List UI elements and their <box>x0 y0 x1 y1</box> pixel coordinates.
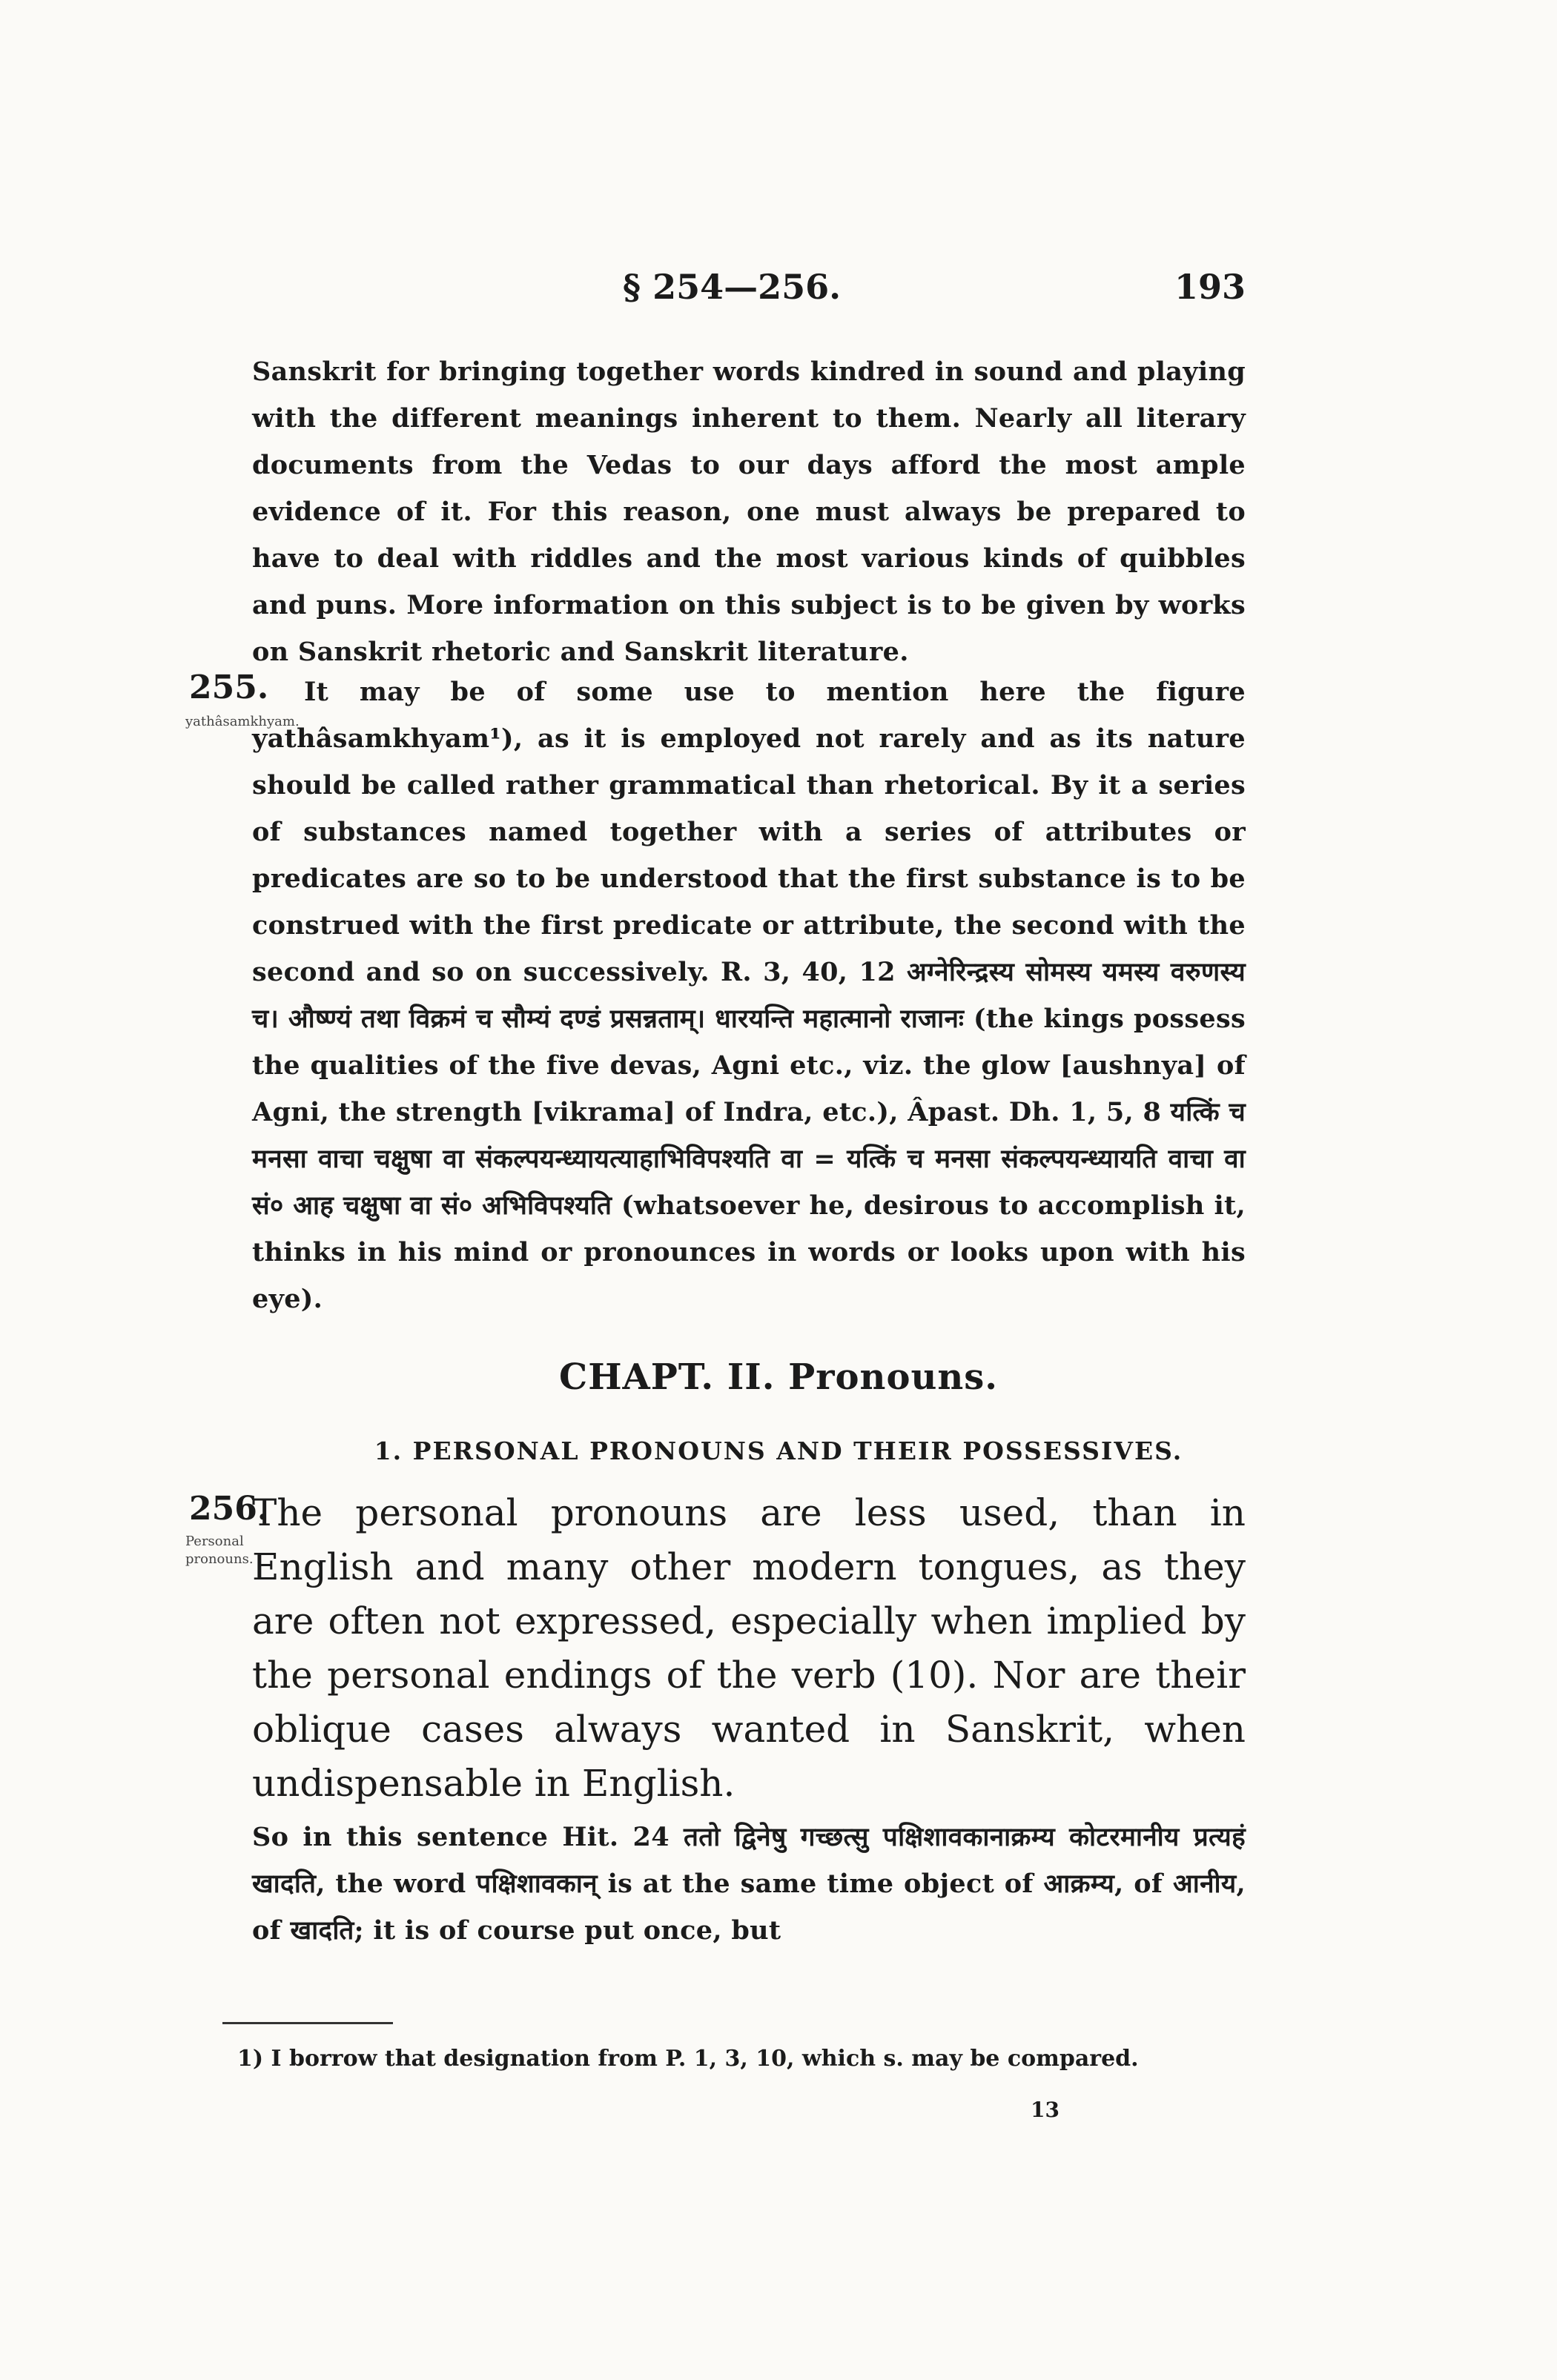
paragraph-254-continuation <box>252 348 1246 675</box>
section-number-255: 255. <box>189 669 269 706</box>
page-number: 193 <box>1174 267 1246 307</box>
section-subheading: 1. PERSONAL PRONOUNS AND THEIR POSSESSIVES. <box>374 1436 1183 1465</box>
paragraph-text: Sanskrit for bringing together words kindred in sound and playing with the different meanings inherent to them. Nearly all literary documents from the Vedas to our days afford the most ample evidence of it. For this reason, one must always be prepared to have to deal with riddles and the most various kinds of quibbles and puns. More information on this subject is to be given by works on Sanskrit rhetoric and Sanskrit literature. <box>252 357 1246 667</box>
chapter-title: CHAPT. II. Pronouns. <box>558 1356 998 1398</box>
section-number-256: 256. <box>189 1490 269 1528</box>
footnote: 1) I borrow that designation from P. 1, 3, 10, which s. may be compared. <box>237 2046 1139 2072</box>
footnote-rule <box>222 2022 393 2024</box>
margin-note-255: yathâsamkhyam. <box>185 714 300 729</box>
paragraph-text: It may be of some use to mention here the figure yathâsamkhyam¹), as it is employed not rarely and as its nature should be called rather grammatical than rhetorical. By it a series of substances named together with a series of attributes or predicates are so to be understood that the first substance is to be construed with the first predicate or attribute, the second with the second and so on successively. R. 3, 40, 12 अग्नेरिन्द्रस्य सोमस्य यमस्य वरुणस्य च। औष्ण्यं तथा विक्रमं च सौम्यं दण्डं प्रसन्नताम्। धारयन्ति महात्मानो राजानः (the kings possess the qualities of the five devas, Agni etc., viz. the glow [aushnya] of Agni, the strength [vikrama] of Indra, etc.), Âpast. Dh. 1, 5, 8 यत्किं च मनसा वाचा चक्षुषा वा संकल्पयन्ध्यायत्याहाभिविपश्यति वा = यत्किं च मनसा संकल्पयन्ध्यायति वाचा वा सं० आह चक्षुषा वा सं० अभिविपश्यति (whatsoever he, desirous to accomplish it, thinks in his mind or pronounces in words or looks upon with his eye). <box>252 677 1246 1314</box>
section-range: § 254—256. <box>623 267 842 307</box>
running-header <box>222 267 1246 319</box>
paragraph-255 <box>252 669 1246 1322</box>
paragraph-text-large: The personal pronouns are less used, than in English and many other modern tongues, as they are often not expressed, especially when implied by the personal endings of the verb (10). Nor are their oblique cases always wanted in Sanskrit, when undispensable in English. <box>252 1491 1246 1805</box>
margin-note-256: Personal pronouns. <box>185 1534 254 1567</box>
paragraph-256 <box>252 1486 1246 1954</box>
signature-mark: 13 <box>1031 2098 1060 2122</box>
paragraph-text-small: So in this sentence Hit. 24 ततो द्विनेषु गच्छत्सु पक्षिशावकानाक्रम्य कोटरमानीय प्रत्यहं खादति, the word पक्षिशावकान् is at the same time object of आक्रम्य, of आनीय, of खादति; it is of course put once, but <box>252 1822 1246 1946</box>
